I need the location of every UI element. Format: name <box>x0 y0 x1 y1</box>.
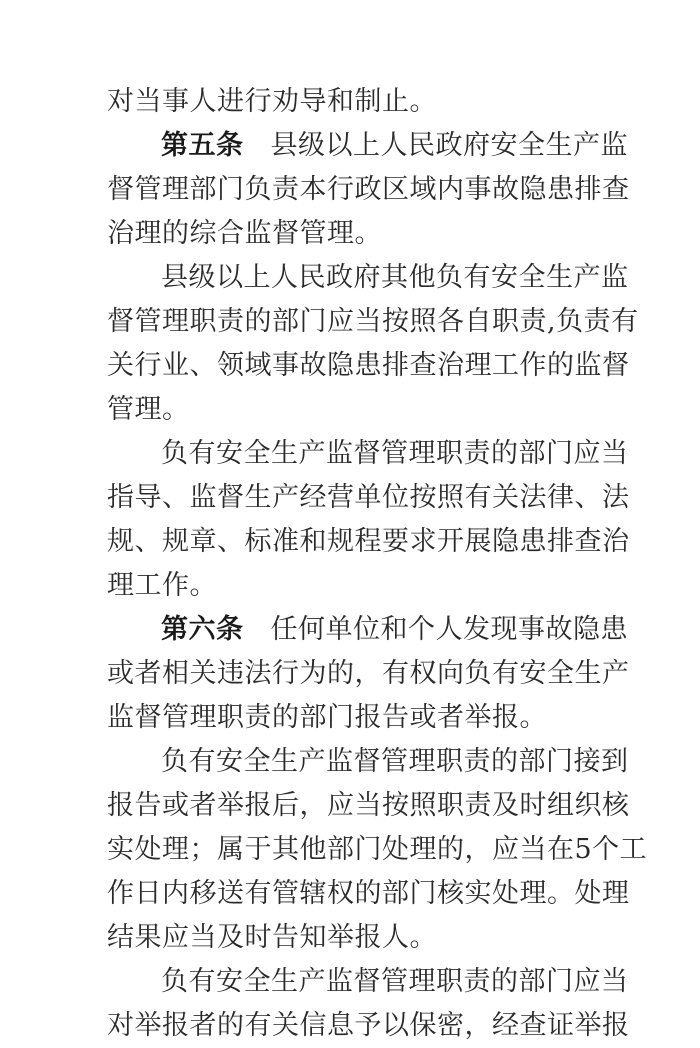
article-number: 第五条 <box>161 130 244 161</box>
text-line: 实处理；属于其他部门处理的，应当在5个工 <box>107 834 648 865</box>
text-line: 结果应当及时告知举报人。 <box>107 922 437 953</box>
article-five-heading-line <box>107 124 628 168</box>
text-line: 规、规章、标准和规程要求开展隐患排查治 <box>107 526 630 557</box>
text-line: 督管理职责的部门应当按照各自职责,负责有 <box>107 306 639 337</box>
text-line: 作日内移送有管辖权的部门核实处理。处理 <box>107 878 630 909</box>
text-line: 理工作。 <box>107 570 217 601</box>
article-six-heading-line <box>107 608 628 652</box>
paragraph-start-line: 负有安全生产监督管理职责的部门接到 <box>161 746 629 777</box>
text-line: 县级以上人民政府安全生产监 <box>270 130 628 161</box>
text-line: 督管理部门负责本行政区域内事故隐患排查 <box>107 174 630 205</box>
text-line: 监督管理职责的部门报告或者举报。 <box>107 702 547 733</box>
text-line: 治理的综合监督管理。 <box>107 218 382 249</box>
text-line: 任何单位和个人发现事故隐患 <box>270 614 628 645</box>
text-line: 管理。 <box>107 394 190 425</box>
text-line: 关行业、领域事故隐患排查治理工作的监督 <box>107 350 630 381</box>
paragraph-start-line: 负有安全生产监督管理职责的部门应当 <box>161 966 629 997</box>
article-number: 第六条 <box>161 614 244 645</box>
paragraph-start-line: 县级以上人民政府其他负有安全生产监 <box>161 262 629 293</box>
document-page <box>107 80 648 1048</box>
text-line: 报告或者举报后，应当按照职责及时组织核 <box>107 790 630 821</box>
text-line: 或者相关违法行为的，有权向负有安全生产 <box>107 658 630 689</box>
text-line: 指导、监督生产经营单位按照有关法律、法 <box>107 482 630 513</box>
text-line: 对举报者的有关信息予以保密，经查证举报 <box>107 1010 630 1041</box>
paragraph-start-line: 负有安全生产监督管理职责的部门应当 <box>161 438 629 469</box>
text-line: 对当事人进行劝导和制止。 <box>107 86 437 117</box>
